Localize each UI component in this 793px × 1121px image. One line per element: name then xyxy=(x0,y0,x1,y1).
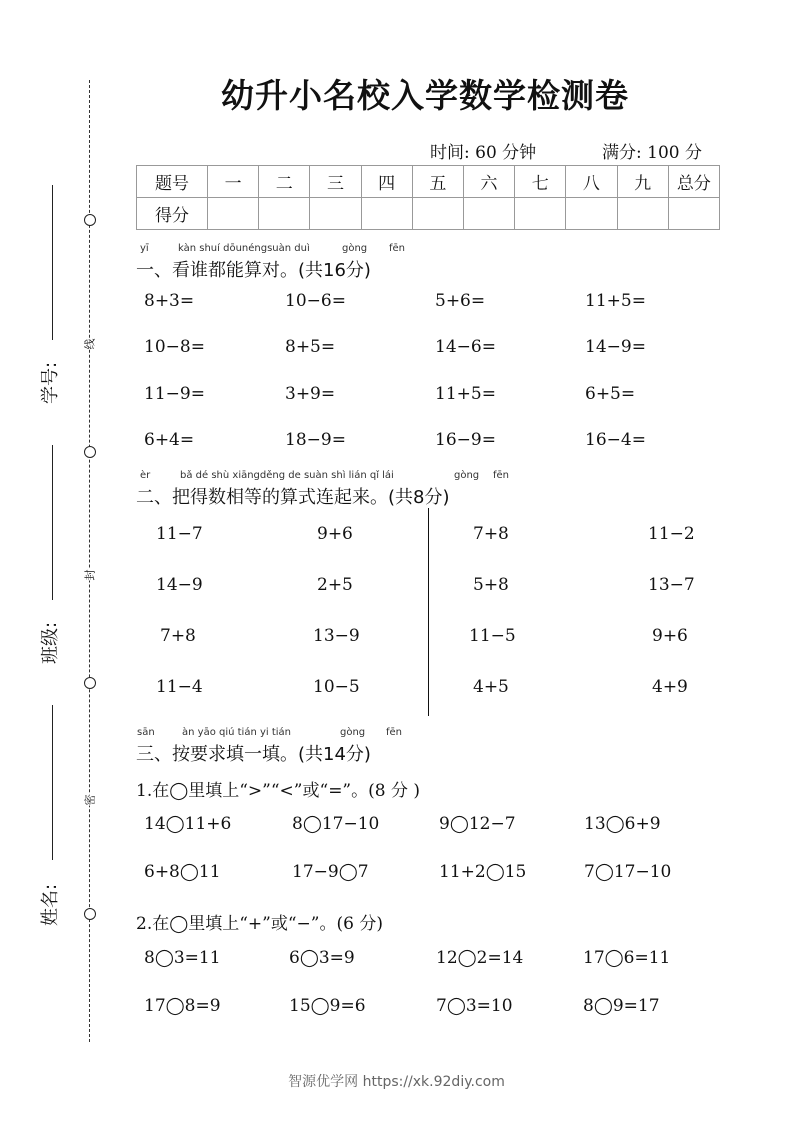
pinyin: fēn xyxy=(493,470,510,481)
table-cell: 总分 xyxy=(668,166,719,198)
pinyin: gòng xyxy=(454,470,480,481)
table-cell: 三 xyxy=(310,166,361,198)
fill-problem[interactable]: 17◯8=9 xyxy=(144,996,221,1016)
fill-problem[interactable]: 15◯9=6 xyxy=(289,996,366,1016)
pinyin: fēn xyxy=(389,243,406,254)
binder-label: 线 xyxy=(80,339,100,350)
binder-label: 封 xyxy=(80,570,100,581)
problem: 16−9= xyxy=(435,430,496,450)
table-cell: 题号 xyxy=(137,166,208,198)
fill-problem[interactable]: 6◯3=9 xyxy=(289,948,355,968)
pinyin: àn yāo qiú tián yi tián xyxy=(182,727,292,738)
score-input-cell[interactable] xyxy=(361,198,412,230)
problem: 3+9= xyxy=(285,384,336,404)
binding-hole xyxy=(84,446,96,458)
expression[interactable]: 9+6 xyxy=(652,626,688,646)
expression[interactable]: 11−4 xyxy=(156,677,203,697)
score-input-cell[interactable] xyxy=(566,198,617,230)
expression[interactable]: 13−7 xyxy=(648,575,695,595)
fill-problem[interactable]: 8◯17−10 xyxy=(292,814,380,834)
full-score-label: 满分: 100 分 xyxy=(602,143,702,163)
expression[interactable]: 7+8 xyxy=(160,626,196,646)
student-no-blank[interactable] xyxy=(52,185,53,340)
table-cell: 一 xyxy=(208,166,259,198)
problem: 14−6= xyxy=(435,337,496,357)
pinyin: bǎ dé shù xiāngděng de suàn shì lián qǐ lái xyxy=(180,470,394,481)
fill-problem[interactable]: 12◯2=14 xyxy=(436,948,524,968)
expression[interactable]: 2+5 xyxy=(317,575,353,595)
problem: 8+5= xyxy=(285,337,336,357)
problem: 16−4= xyxy=(585,430,646,450)
problem: 10−8= xyxy=(144,337,205,357)
score-input-cell[interactable] xyxy=(412,198,463,230)
class-blank[interactable] xyxy=(52,445,53,600)
score-input-cell[interactable] xyxy=(617,198,668,230)
subsection-heading: 2.在◯里填上“+”或“−”。(6 分) xyxy=(136,914,383,934)
expression[interactable]: 14−9 xyxy=(156,575,203,595)
fill-problem[interactable]: 17◯6=11 xyxy=(583,948,671,968)
fill-problem[interactable]: 14◯11+6 xyxy=(144,814,232,834)
score-table xyxy=(136,165,720,230)
expression[interactable]: 11−2 xyxy=(648,524,695,544)
pinyin: kàn shuí dōunéngsuàn duì xyxy=(178,243,310,254)
page-title: 幼升小名校入学数学检测卷 xyxy=(221,76,629,115)
score-input-cell[interactable] xyxy=(259,198,310,230)
table-cell: 九 xyxy=(617,166,668,198)
problem: 8+3= xyxy=(144,291,195,311)
fill-problem[interactable]: 7◯17−10 xyxy=(584,862,672,882)
student-no-label: 学号: xyxy=(40,361,62,405)
fill-problem[interactable]: 8◯9=17 xyxy=(583,996,660,1016)
table-cell: 五 xyxy=(412,166,463,198)
fill-problem[interactable]: 13◯6+9 xyxy=(584,814,661,834)
problem: 11+5= xyxy=(435,384,496,404)
binding-hole xyxy=(84,908,96,920)
score-input-cell[interactable] xyxy=(463,198,514,230)
problem: 10−6= xyxy=(285,291,346,311)
problem: 14−9= xyxy=(585,337,646,357)
table-cell: 得分 xyxy=(137,198,208,230)
fill-problem[interactable]: 8◯3=11 xyxy=(144,948,221,968)
pinyin: sān xyxy=(137,727,155,738)
binder-label: 密 xyxy=(80,795,100,806)
section-heading: 三、按要求填一填。(共14分) xyxy=(136,744,371,765)
problem: 11+5= xyxy=(585,291,646,311)
footer-watermark: 智源优学网 https://xk.92diy.com xyxy=(288,1074,505,1090)
score-table-header-row xyxy=(137,166,720,198)
expression[interactable]: 9+6 xyxy=(317,524,353,544)
pinyin: yī xyxy=(140,243,149,254)
table-cell: 八 xyxy=(566,166,617,198)
binding-hole xyxy=(84,677,96,689)
table-cell: 六 xyxy=(463,166,514,198)
score-table-score-row xyxy=(137,198,720,230)
column-divider xyxy=(428,508,429,716)
class-label: 班级: xyxy=(40,621,62,665)
expression[interactable]: 11−5 xyxy=(469,626,516,646)
expression[interactable]: 7+8 xyxy=(473,524,509,544)
name-blank[interactable] xyxy=(52,705,53,860)
problem: 18−9= xyxy=(285,430,346,450)
pinyin: gòng xyxy=(340,727,366,738)
expression[interactable]: 4+5 xyxy=(473,677,509,697)
time-label: 时间: 60 分钟 xyxy=(430,143,537,163)
table-cell: 四 xyxy=(361,166,412,198)
subsection-heading: 1.在◯里填上“>”“<”或“=”。(8 分 ) xyxy=(136,781,421,801)
score-input-cell[interactable] xyxy=(208,198,259,230)
fill-problem[interactable]: 7◯3=10 xyxy=(436,996,513,1016)
table-cell: 七 xyxy=(515,166,566,198)
pinyin: gòng xyxy=(342,243,368,254)
problem: 5+6= xyxy=(435,291,486,311)
problem: 11−9= xyxy=(144,384,205,404)
expression[interactable]: 11−7 xyxy=(156,524,203,544)
fill-problem[interactable]: 11+2◯15 xyxy=(439,862,527,882)
expression[interactable]: 13−9 xyxy=(313,626,360,646)
section-heading: 二、把得数相等的算式连起来。(共8分) xyxy=(136,487,450,508)
binding-hole xyxy=(84,214,96,226)
expression[interactable]: 5+8 xyxy=(473,575,509,595)
expression[interactable]: 4+9 xyxy=(652,677,688,697)
expression[interactable]: 10−5 xyxy=(313,677,360,697)
fill-problem[interactable]: 17−9◯7 xyxy=(292,862,369,882)
pinyin: fēn xyxy=(386,727,403,738)
score-input-cell[interactable] xyxy=(668,198,719,230)
problem: 6+5= xyxy=(585,384,636,404)
problem: 6+4= xyxy=(144,430,195,450)
name-label: 姓名: xyxy=(40,883,62,927)
fill-problem[interactable]: 9◯12−7 xyxy=(439,814,516,834)
table-cell: 二 xyxy=(259,166,310,198)
score-input-cell[interactable] xyxy=(310,198,361,230)
pinyin: èr xyxy=(140,470,151,481)
fill-problem[interactable]: 6+8◯11 xyxy=(144,862,221,882)
score-input-cell[interactable] xyxy=(515,198,566,230)
section-heading: 一、看谁都能算对。(共16分) xyxy=(136,260,371,281)
